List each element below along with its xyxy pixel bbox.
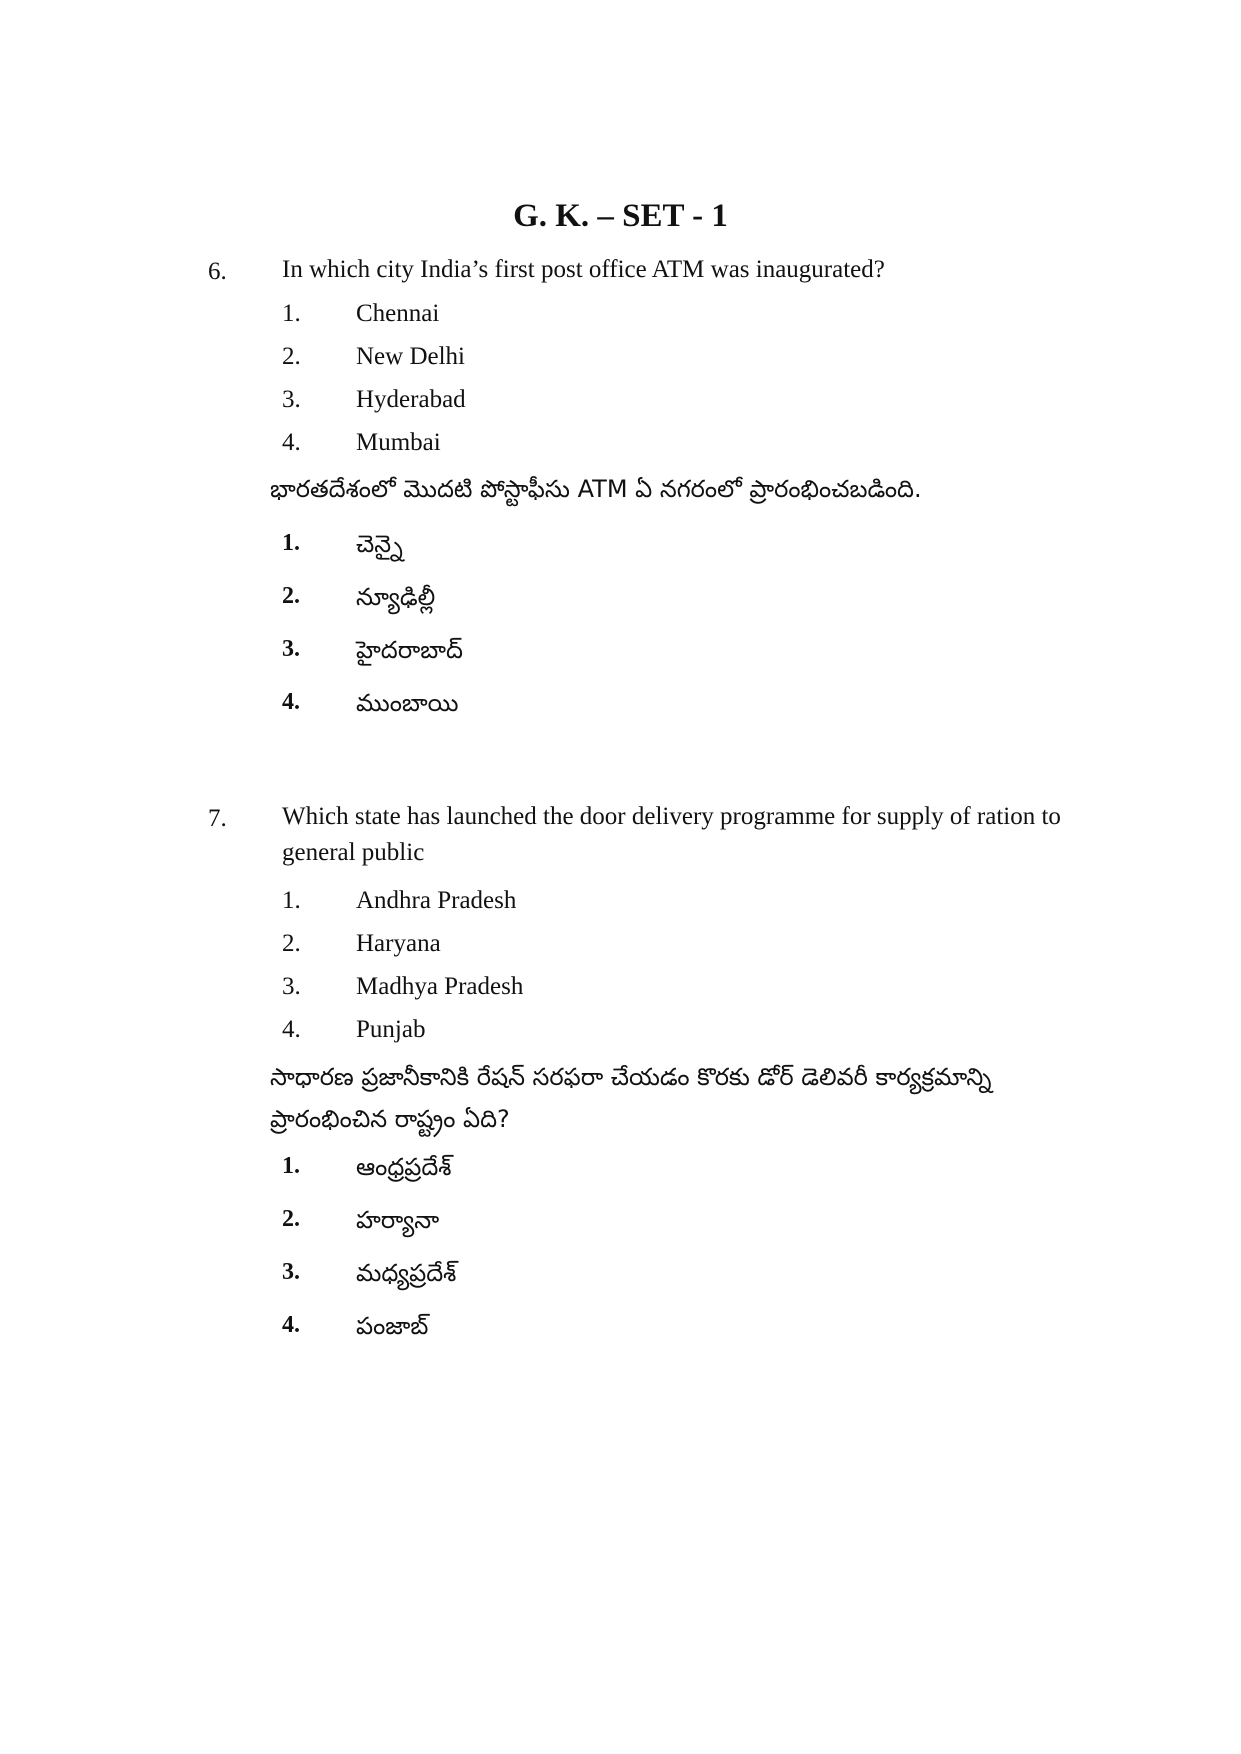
option-en [282, 930, 441, 958]
option-number: 1. [282, 530, 300, 556]
question-text-te: సాధారణ ప్రజానీకానికి రేషన్ సరఫరా చేయడం కొరకు డోర్ డెలివరీ కార్యక్రమాన్ని ప్రారంభించిన రాష్ట్రం ఏది? [270, 1063, 992, 1133]
option-number: 3. [282, 386, 301, 413]
option-en [282, 1016, 425, 1044]
option-label: న్యూఢిల్లీ [356, 583, 436, 611]
page-title: G. K. – SET - 1 [513, 198, 728, 234]
option-label: Madhya Pradesh [356, 973, 524, 1000]
option-number: 2. [282, 343, 301, 370]
option-label: Punjab [356, 1016, 426, 1043]
option-en [282, 887, 516, 915]
option-en [282, 973, 523, 1001]
option-label: ఆంధ్రప్రదేశ్ [356, 1153, 452, 1181]
question-number: 6. [208, 258, 227, 285]
option-number: 4. [282, 1016, 301, 1043]
option-te [282, 583, 435, 617]
option-label: చెన్నై [356, 530, 403, 558]
option-te [282, 530, 403, 564]
option-en [282, 386, 466, 414]
option-te [282, 689, 458, 723]
option-label: ముంబాయి [356, 689, 459, 717]
question-text-en: In which city India’s first post office ATM was inaugurated? [282, 256, 885, 283]
option-number: 4. [282, 429, 301, 456]
option-number: 3. [282, 973, 301, 1000]
option-label: Chennai [356, 300, 440, 327]
option-label: Andhra Pradesh [356, 887, 517, 914]
option-te [282, 1312, 428, 1346]
option-number: 1. [282, 887, 301, 914]
option-label: హర్యానా [356, 1206, 440, 1234]
question-text-te: భారతదేశంలో మొదటి పోస్టాఫీసు ATM ఏ నగరంలో ప్రారంభించబడింది. [270, 475, 922, 503]
option-label: పంజాబ్ [356, 1312, 429, 1340]
question-number: 7. [208, 805, 227, 832]
option-en [282, 429, 441, 457]
option-te [282, 1153, 451, 1187]
option-en [282, 343, 465, 371]
option-en [282, 300, 439, 328]
option-number: 1. [282, 1153, 300, 1179]
option-number: 4. [282, 1312, 300, 1338]
option-label: మధ్యప్రదేశ్ [356, 1259, 457, 1287]
option-number: 2. [282, 1206, 300, 1232]
option-label: Hyderabad [356, 386, 466, 413]
option-label: హైదరాబాద్ [356, 636, 463, 664]
option-number: 3. [282, 1259, 300, 1285]
option-number: 3. [282, 636, 300, 662]
option-te [282, 636, 463, 670]
option-te [282, 1259, 456, 1293]
option-number: 1. [282, 300, 301, 327]
option-number: 4. [282, 689, 300, 715]
option-label: New Delhi [356, 343, 465, 370]
question-text-en: Which state has launched the door delivery programme for supply of ration to general public [282, 803, 1061, 866]
option-label: Haryana [356, 930, 441, 957]
option-number: 2. [282, 583, 300, 609]
option-number: 2. [282, 930, 301, 957]
option-te [282, 1206, 439, 1240]
option-label: Mumbai [356, 429, 441, 456]
